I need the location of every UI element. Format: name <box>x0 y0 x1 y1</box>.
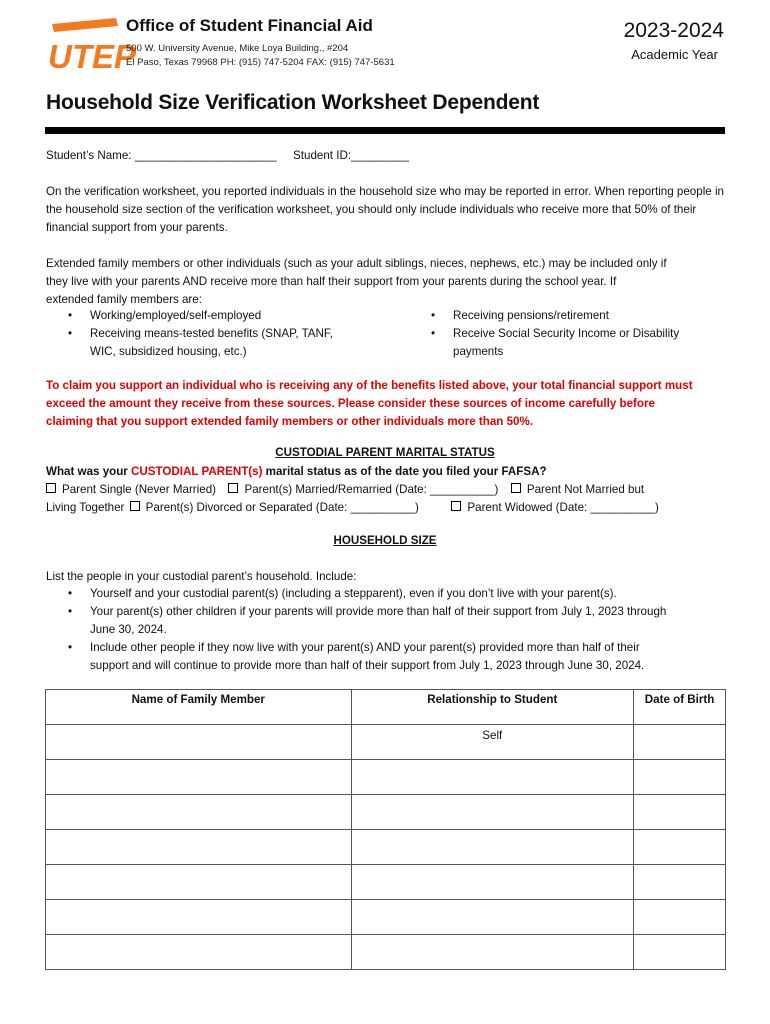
table-row <box>46 830 726 865</box>
student-fields <box>46 147 409 165</box>
marital-options-row-2: Living Together Parent(s) Divorced or Separated (Date: __________) Parent Widowed (Date: __________) <box>46 501 659 514</box>
list-item: • Working/employed/self-employed <box>68 307 388 325</box>
extended-line-3: extended family members are: <box>46 293 202 306</box>
utep-logo <box>46 16 137 75</box>
list-item: • Receive Social Security Income or Disability <box>431 325 731 343</box>
bullet-icon: • <box>431 309 436 322</box>
family-member-name-cell[interactable] <box>46 830 352 865</box>
bullet-icon: • <box>431 327 436 340</box>
date-of-birth-cell[interactable] <box>634 830 726 865</box>
intro-paragraph: On the verification worksheet, you reported individuals in the household size who may be reported in error. When reporting people in the household size section of the verification worksheet, you should only include individuals who receive more that 50% of their financial support from your parents. <box>46 185 724 234</box>
warning-line-1: To claim you support an individual who is receiving any of the benefits listed above, your total financial support must <box>46 379 693 392</box>
household-intro: List the people in your custodial parent’s household. Include: <box>46 570 357 583</box>
household-size-heading: HOUSEHOLD SIZE <box>333 534 437 547</box>
relationship-cell[interactable] <box>351 830 634 865</box>
parent-married-checkbox[interactable] <box>228 483 238 493</box>
marital-options-row-1: Parent Single (Never Married) Parent(s) Married/Remarried (Date: __________) Parent Not Married but <box>46 481 644 499</box>
parent-single-checkbox[interactable] <box>46 483 56 493</box>
date-of-birth-cell[interactable] <box>634 865 726 900</box>
family-member-name-cell[interactable] <box>46 795 352 830</box>
address-line-2: El Paso, Texas 79968 PH: (915) 747-5204 FAX: (915) 747-5631 <box>126 57 395 68</box>
list-item: • Your parent(s) other children if your parents will provide more than half of their support from July 1, 2023 through <box>68 603 728 621</box>
relationship-cell[interactable] <box>351 795 634 830</box>
warning-line-3: claiming that you support extended family members or other individuals more than 50%. <box>46 415 534 428</box>
family-member-name-cell[interactable] <box>46 935 352 970</box>
bullet-icon: • <box>68 327 73 340</box>
warning-line-2: exceed the amount they receive from these sources. Please consider these sources of income carefully before <box>46 397 655 410</box>
family-member-name-cell[interactable] <box>46 865 352 900</box>
relationship-cell[interactable] <box>351 935 634 970</box>
table-row <box>46 725 726 760</box>
table-row <box>46 900 726 935</box>
marital-status-heading: CUSTODIAL PARENT MARITAL STATUS <box>275 446 495 459</box>
bullet-icon: • <box>68 587 73 600</box>
list-item: • Yourself and your custodial parent(s) (including a stepparent), even if you don’t live with your parent(s). <box>68 585 728 603</box>
table-row <box>46 935 726 970</box>
title-divider <box>45 127 725 134</box>
office-name: Office of Student Financial Aid <box>126 16 373 35</box>
date-of-birth-cell[interactable] <box>634 760 726 795</box>
student-id-field[interactable]: Student ID:_________ <box>293 149 410 162</box>
marital-question: What was your CUSTODIAL PARENT(s) marital status as of the date you filed your FAFSA? <box>46 465 547 478</box>
student-name-field[interactable]: Student’s Name: ______________________ <box>46 149 277 162</box>
extended-line-1: Extended family members or other individuals (such as your adult siblings, nieces, nephews, etc.) may be included only if <box>46 257 667 270</box>
family-member-name-cell[interactable] <box>46 900 352 935</box>
date-of-birth-cell[interactable] <box>634 725 726 760</box>
table-row <box>46 760 726 795</box>
academic-year-label: Academic Year <box>631 47 718 62</box>
address-line-1: 500 W. University Avenue, Mike Loya Building., #204 <box>126 43 349 54</box>
list-item-continued: WIC, subsidized housing, etc.) <box>90 345 247 358</box>
relationship-cell[interactable] <box>351 760 634 795</box>
table-header-row <box>46 690 726 725</box>
list-item: • Receiving pensions/retirement <box>431 307 731 325</box>
table-row <box>46 865 726 900</box>
date-of-birth-cell[interactable] <box>634 935 726 970</box>
parent-widowed-checkbox[interactable] <box>451 501 461 511</box>
page-title: Household Size Verification Worksheet Dependent <box>46 91 540 114</box>
family-member-name-cell[interactable] <box>46 760 352 795</box>
bullet-icon: • <box>68 641 73 654</box>
family-member-name-cell[interactable] <box>46 725 352 760</box>
date-of-birth-cell[interactable] <box>634 900 726 935</box>
utep-logo-text: UTEP <box>48 38 137 75</box>
relationship-cell[interactable] <box>351 900 634 935</box>
column-header-relationship: Relationship to Student <box>351 690 634 725</box>
list-item-continued: support and will continue to provide more than half of their support from July 1, 2023 through June 30, 2024. <box>90 659 645 672</box>
list-item: • Include other people if they now live with your parent(s) AND your parent(s) provided more than half of their <box>68 639 728 657</box>
academic-year: 2023-2024 <box>623 19 724 42</box>
parent-divorced-checkbox[interactable] <box>130 501 140 511</box>
relationship-cell[interactable] <box>351 865 634 900</box>
bullet-icon: • <box>68 309 73 322</box>
extended-line-2: they live with your parents AND receive more than half their support from your parents during the school year. If <box>46 275 617 288</box>
list-item-continued: June 30, 2024. <box>90 623 167 636</box>
list-item-continued: payments <box>453 345 504 358</box>
column-header-name: Name of Family Member <box>46 690 352 725</box>
column-header-dob: Date of Birth <box>634 690 726 725</box>
table-row <box>46 795 726 830</box>
list-item: • Receiving means-tested benefits (SNAP, TANF, <box>68 325 388 343</box>
date-of-birth-cell[interactable] <box>634 795 726 830</box>
relationship-cell[interactable]: Self <box>351 725 634 760</box>
parent-not-married-checkbox[interactable] <box>511 483 521 493</box>
household-table <box>45 689 726 970</box>
bullet-icon: • <box>68 605 73 618</box>
